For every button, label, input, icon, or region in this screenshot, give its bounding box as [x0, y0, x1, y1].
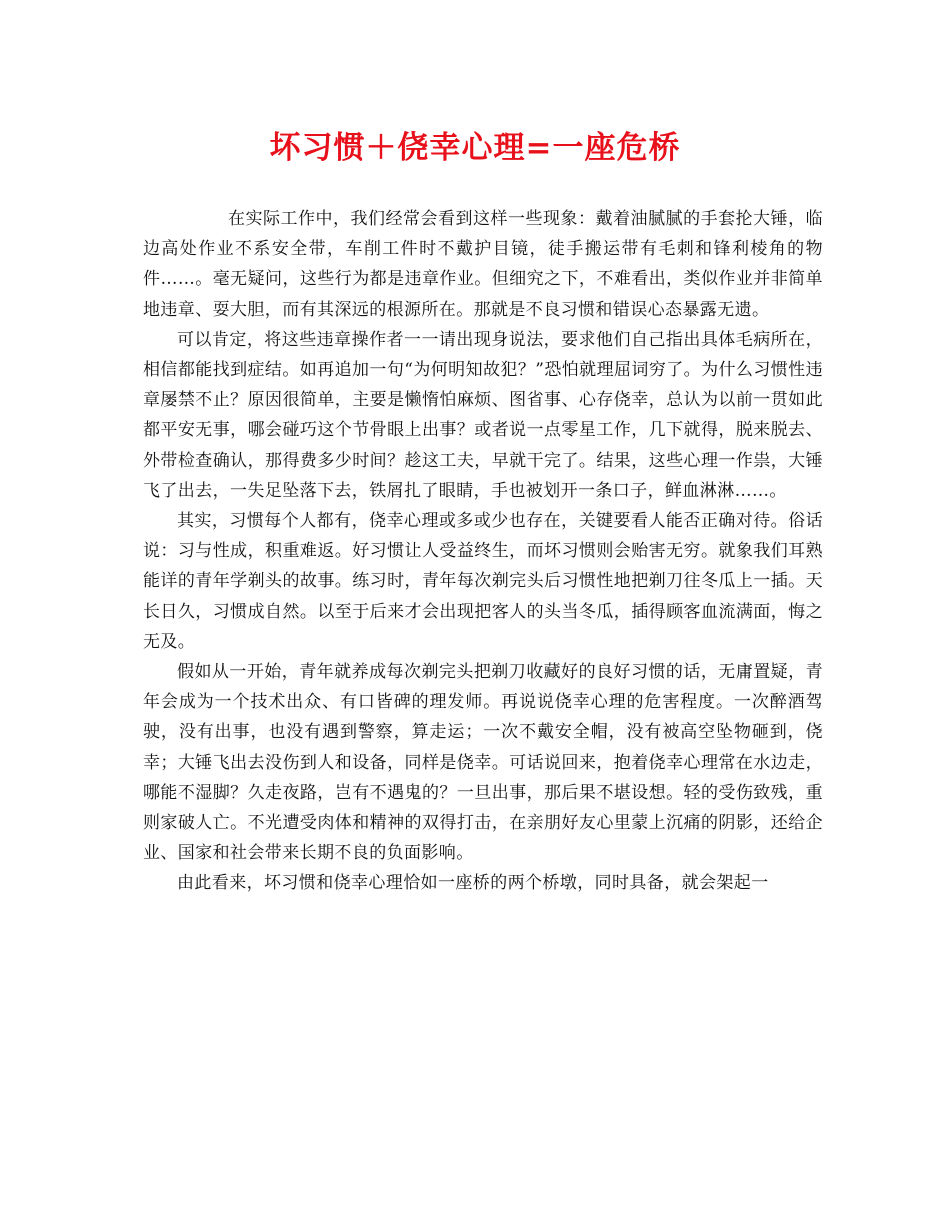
document-body: [143, 204, 823, 899]
paragraph-3: 其实，习惯每个人都有，侥幸心理或多或少也存在，关键要看人能否正确对待。俗话说：习与性成，积重难返。好习惯让人受益终生，而坏习惯则会贻害无穷。就象我们耳熟能详的青年学剃头的故事。练习时，青年每次剃完头后习惯性地把剃刀往冬瓜上一插。天长日久，习惯成自然。以至于后来才会出现把客人的头当冬瓜，插得顾客血流满面，悔之无及。: [143, 511, 823, 652]
paragraph-2: 可以肯定，将这些违章操作者一一请出现身说法，要求他们自己指出具体毛病所在，相信都能找到症结。如再追加一句“为何明知故犯？”恐怕就理屈词穷了。为什么习惯性违章屡禁不止？原因很简单，主要是懒惰怕麻烦、图省事、心存侥幸，总认为以前一贯如此都平安无事，哪会碰巧这个节骨眼上出事？或者说一点零星工作，几下就得，脱来脱去、外带检查确认，那得费多少时间？趁这工夫，早就干完了。结果，这些心理一作祟，大锤飞了出去，一失足坠落下去，铁屑扎了眼睛，手也被划开一条口子，鲜血淋淋……。: [143, 329, 823, 501]
paragraph-4: 假如从一开始，青年就养成每次剃完头把剃刀收藏好的良好习惯的话，无庸置疑，青年会成为一个技术出众、有口皆碑的理发师。再说说侥幸心理的危害程度。一次醉酒驾驶，没有出事，也没有遇到警察，算走运；一次不戴安全帽，没有被高空坠物砸到，侥幸；大锤飞出去没伤到人和设备，同样是侥幸。可话说回来，抱着侥幸心理常在水边走，哪能不湿脚？久走夜路，岂有不遇鬼的？一旦出事，那后果不堪设想。轻的受伤致残，重则家破人亡。不光遭受肉体和精神的双得打击，在亲朋好友心里蒙上沉痛的阴影，还给企业、国家和社会带来长期不良的负面影响。: [143, 662, 823, 864]
paragraph-5: 由此看来，坏习惯和侥幸心理恰如一座桥的两个桥墩，同时具备，就会架起一: [177, 873, 769, 894]
document-title: 坏习惯＋侥幸心理=一座危桥: [269, 130, 681, 166]
paragraph-1: 在实际工作中，我们经常会看到这样一些现象：戴着油腻腻的手套抡大锤，临边高处作业不系安全带，车削工件时不戴护目镜，徒手搬运带有毛刺和锋利棱角的物件……。毫无疑问，这些行为都是违章作业。但细究之下，不难看出，类似作业并非简单地违章、耍大胆，而有其深远的根源所在。那就是不良习惯和错误心态暴露无遗。: [143, 209, 823, 320]
